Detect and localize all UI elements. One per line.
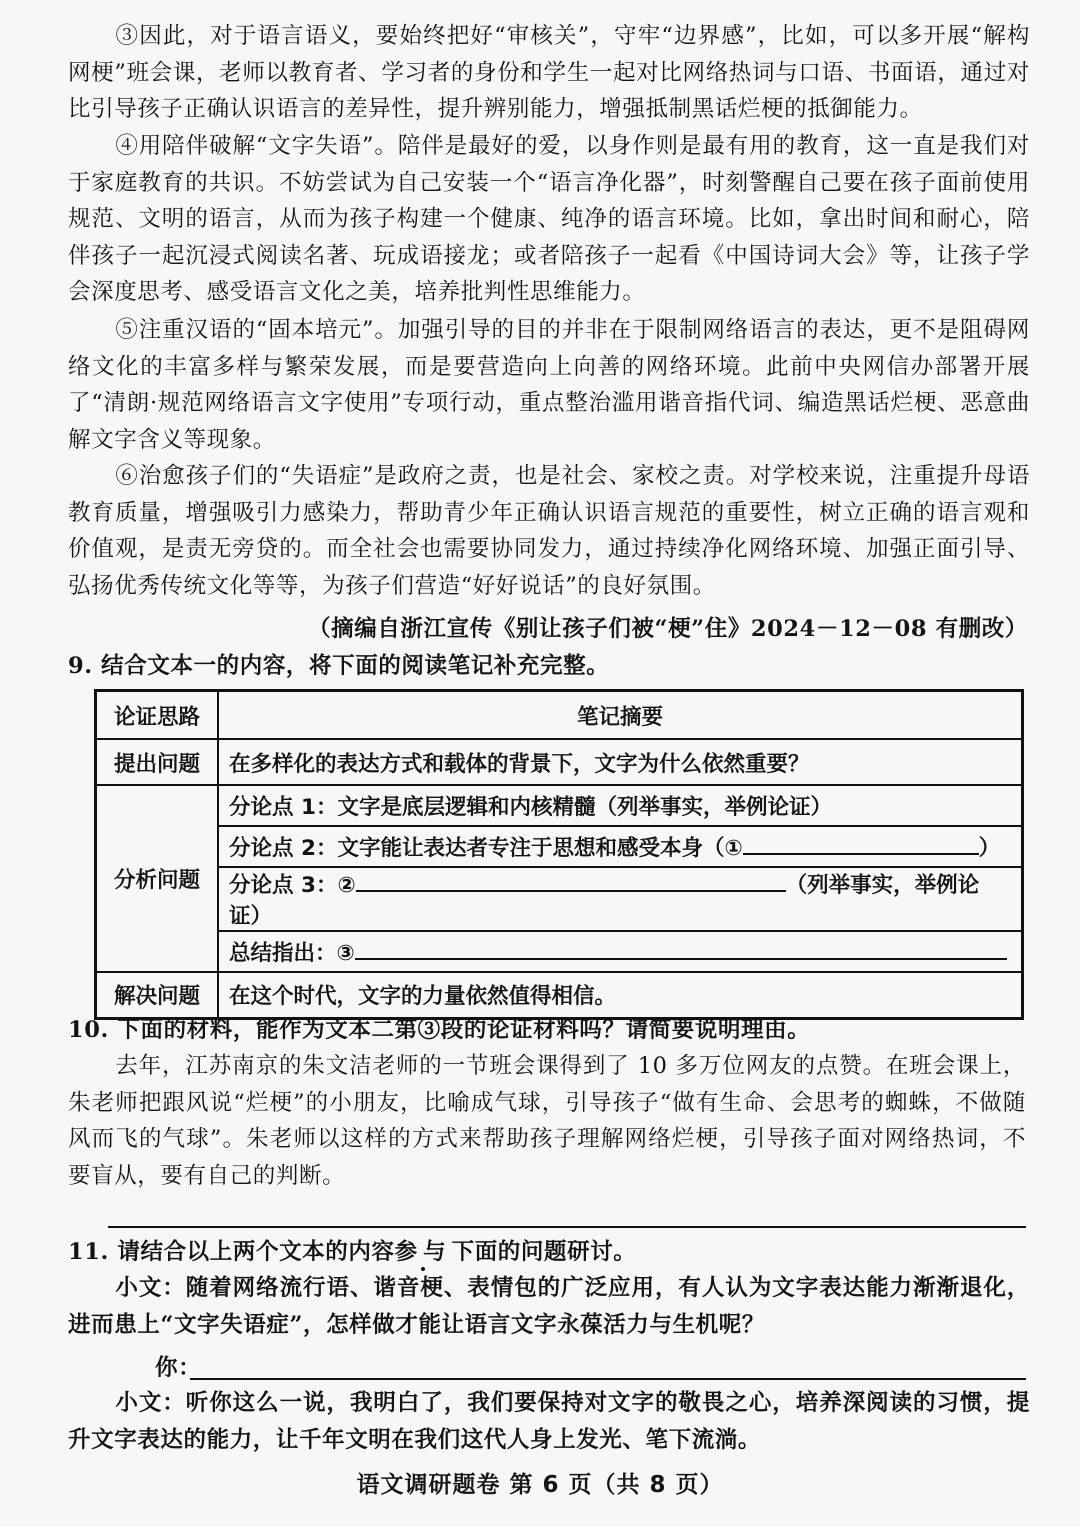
answer-line-question-10[interactable] bbox=[108, 1226, 1026, 1228]
passage-paragraph-3: ③因此，对于语言语义，要始终把好“审核关”，守牢“边界感”，比如，可以多开展“解构网梗”班会课，老师以教育者、学习者的身份和学生一起对比网络热词与口语、书面语，通过对比引导孩子正确认识语言的差异性，提升辨别能力，增强抵制黑话烂梗的抵御能力。 bbox=[68, 23, 1030, 122]
row-label-solve-question: 解决问题 bbox=[96, 972, 219, 1018]
question-9-prompt: 9. 结合文本一的内容，将下面的阅读笔记补充完整。 bbox=[68, 653, 610, 679]
row-text-solve-question: 在这个时代，文字的力量依然值得相信。 bbox=[218, 972, 1023, 1018]
answer-blank-3[interactable] bbox=[355, 938, 1007, 960]
row-label-analyze-question: 分析问题 bbox=[96, 785, 219, 972]
answer-line-question-11[interactable] bbox=[190, 1378, 1026, 1380]
sub-point-2: 分论点 2：文字能让表达者专注于思想和感受本身（① ） bbox=[218, 826, 1023, 867]
question-11-prompt: 11. 请结合以上两个文本的内容参与下面的问题研讨。 bbox=[68, 1239, 637, 1265]
dialogue-you-label: 你： bbox=[155, 1355, 202, 1381]
row-label-raise-question: 提出问题 bbox=[96, 739, 219, 785]
answer-blank-2[interactable] bbox=[356, 870, 786, 892]
dialogue-xiaowen-question: 小文：随着网络流行语、谐音梗、表情包的广泛应用，有人认为文字表达能力渐渐退化，进而患上“文字失语症”，怎样做才能让语言文字永葆活力与生机呢？ bbox=[68, 1275, 1030, 1338]
column-header-note-summary: 笔记摘要 bbox=[218, 691, 1023, 740]
summary-point: 总结指出：③ bbox=[218, 931, 1023, 972]
passage-source: （摘编自浙江宣传《别让孩子们被“梗”住》2024－12－08 有删改） bbox=[308, 616, 1028, 642]
sub-point-3: 分论点 3：② （列举事实，举例论证） bbox=[218, 867, 1023, 931]
passage-paragraph-4: ④用陪伴破解“文字失语”。陪伴是最好的爱，以身作则是最有用的教育，这一直是我们对于家庭教育的共识。不妨尝试为自己安装一个“语言净化器”，时刻警醒自己要在孩子面前使用规范、文明的语言，从而为孩子构建一个健康、纯净的语言环境。比如，拿出时间和耐心，陪伴孩子一起沉浸式阅读名著、玩成语接龙；或者陪孩子一起看《中国诗词大会》等，让孩子学会深度思考、感受语言文化之美，培养批判性思维能力。 bbox=[68, 133, 1030, 305]
reading-notes-table bbox=[94, 689, 1024, 1020]
row-text-raise-question: 在多样化的表达方式和载体的背景下，文字为什么依然重要？ bbox=[218, 739, 1023, 785]
question-10-prompt: 10. 下面的材料，能作为文本二第③段的论证材料吗？请简要说明理由。 bbox=[68, 1017, 811, 1043]
question-10-material: 去年，江苏南京的朱文洁老师的一节班会课得到了 10 多万位网友的点赞。在班会课上，朱老师把跟风说“烂梗”的小朋友，比喻成气球，引导孩子“做有生命、会思考的蜘蛛，不做随风而飞的气球”。朱老师以这样的方式来帮助孩子理解网络烂梗，引导孩子面对网络热词，不要盲从，要有自己的判断。 bbox=[68, 1053, 1026, 1189]
page-footer: 语文调研题卷 第 6 页（共 8 页） bbox=[356, 1472, 724, 1498]
sub-point-1: 分论点 1：文字是底层逻辑和内核精髓（列举事实，举例论证） bbox=[218, 785, 1023, 826]
column-header-argument-logic: 论证思路 bbox=[96, 691, 219, 740]
dialogue-xiaowen-reply: 小文：听你这么一说，我明白了，我们要保持对文字的敬畏之心，培养深阅读的习惯，提升文字表达的能力，让千年文明在我们这代人身上发光、笔下流淌。 bbox=[68, 1390, 1030, 1453]
passage-paragraph-6: ⑥治愈孩子们的“失语症”是政府之责，也是社会、家校之责。对学校来说，注重提升母语教育质量，增强吸引力感染力，帮助青少年正确认识语言规范的重要性，树立正确的语言观和价值观，是责无旁贷的。而全社会也需要协同发力，通过持续净化网络环境、加强正面引导、弘扬优秀传统文化等等，为孩子们营造“好好说话”的良好氛围。 bbox=[68, 463, 1030, 599]
emphasis-dotted-text: 参与 bbox=[394, 1239, 452, 1265]
passage-paragraph-5: ⑤注重汉语的“固本培元”。加强引导的目的并非在于限制网络语言的表达，更不是阻碍网络文化的丰富多样与繁荣发展，而是要营造向上向善的网络环境。此前中央网信办部署开展了“清朗·规范网络语言文字使用”专项行动，重点整治滥用谐音指代词、编造黑话烂梗、恶意曲解文字含义等现象。 bbox=[68, 317, 1030, 453]
answer-blank-1[interactable] bbox=[743, 833, 979, 855]
